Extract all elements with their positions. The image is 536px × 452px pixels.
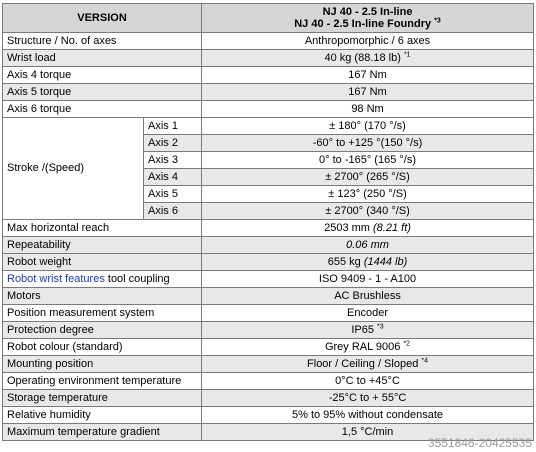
footnote-mark: *2 [403,339,411,347]
table-row [3,101,534,118]
axis-label: Axis 6 [144,203,202,220]
row-value-text: Grey RAL 9006 [324,340,401,353]
table-row [3,237,534,254]
row-value: 98 Nm [202,101,534,118]
axis-label: Axis 3 [144,152,202,169]
row-value-text: 655 kg [327,255,361,268]
table-row [3,305,534,322]
row-value [202,254,534,271]
row-value: Anthropomorphic / 6 axes [202,33,534,50]
table-row [3,356,534,373]
row-value [202,356,534,373]
table-row [3,84,534,101]
footnote-mark: *4 [421,356,428,364]
row-value: AC Brushless [202,288,534,305]
table-row [3,322,534,339]
table-row [3,407,534,424]
axis-value: ± 180° (170 °/s) [202,118,534,135]
row-value: -25°C to + 55°C [202,390,534,407]
row-value: 167 Nm [202,84,534,101]
row-value: 167 Nm [202,67,534,84]
model-line-2: NJ 40 - 2.5 In-line Foundry [294,18,432,30]
row-label: Protection degree [3,322,202,339]
axis-value: 0° to -165° (165 °/s) [202,152,534,169]
row-value [202,220,534,237]
wrist-features-link[interactable]: Robot wrist features [7,272,105,285]
row-label: Maximum temperature gradient [3,424,202,441]
watermark-id: 3551846-20425535 [427,436,532,450]
table-row [3,254,534,271]
table-row [3,50,534,67]
axis-label: Axis 2 [144,135,202,152]
row-value [202,50,534,67]
footnote-mark: *1 [403,50,411,58]
row-value [202,322,534,339]
model-header [202,4,534,33]
spec-table [2,3,534,441]
row-value-text: 0.06 mm [346,238,389,251]
row-label: Structure / No. of axes [3,33,202,50]
axis-value: ± 2700° (265 °/S) [202,169,534,186]
footnote-mark: *3 [377,322,384,330]
table-header-row [3,4,534,33]
table-row [3,118,534,135]
row-value-text: IP65 [351,323,374,336]
table-row [3,288,534,305]
axis-label: Axis 4 [144,169,202,186]
row-label: Mounting position [3,356,202,373]
stroke-label: Stroke /(Speed) [3,118,144,220]
row-label: Operating environment temperature [3,373,202,390]
table-row [3,271,534,288]
row-value: Encoder [202,305,534,322]
row-label: Max horizontal reach [3,220,202,237]
axis-label: Axis 1 [144,118,202,135]
row-label: Axis 6 torque [3,101,202,118]
row-value [202,339,534,356]
row-value-text: 2503 mm [324,221,370,234]
row-label: Motors [3,288,202,305]
row-label: Robot colour (standard) [3,339,202,356]
row-value: ISO 9409 - 1 - A100 [202,271,534,288]
table-row [3,220,534,237]
row-label: Storage temperature [3,390,202,407]
version-header: VERSION [3,4,202,33]
row-label: Robot weight [3,254,202,271]
row-label-rest: tool coupling [104,272,170,285]
row-value-alt: (8.21 ft) [373,221,411,234]
axis-value: -60° to +125 °(150 °/s) [202,135,534,152]
row-value-text: Floor / Ceiling / Sloped [307,357,419,370]
row-label: Axis 4 torque [3,67,202,84]
row-value: 0°C to +45°C [202,373,534,390]
row-value: 1,5 °C/min [202,424,534,441]
table-row [3,390,534,407]
row-label: Axis 5 torque [3,84,202,101]
table-row [3,67,534,84]
model-note: *3 [434,17,441,25]
row-label: Relative humidity [3,407,202,424]
row-label: Wrist load [3,50,202,67]
axis-value: ± 123° (250 °/S) [202,186,534,203]
row-value-text: 40 kg (88.18 lb) [324,51,401,64]
table-row [3,339,534,356]
row-label: Position measurement system [3,305,202,322]
row-value-alt: (1444 lb) [363,255,408,268]
table-row [3,373,534,390]
row-value: 5% to 95% without condensate [202,407,534,424]
row-value [202,237,534,254]
table-row [3,33,534,50]
model-line-1: NJ 40 - 2.5 In-line [322,6,413,18]
axis-value: ± 2700° (340 °/S) [202,203,534,220]
row-label: Repeatability [3,237,202,254]
axis-label: Axis 5 [144,186,202,203]
row-label [3,271,202,288]
